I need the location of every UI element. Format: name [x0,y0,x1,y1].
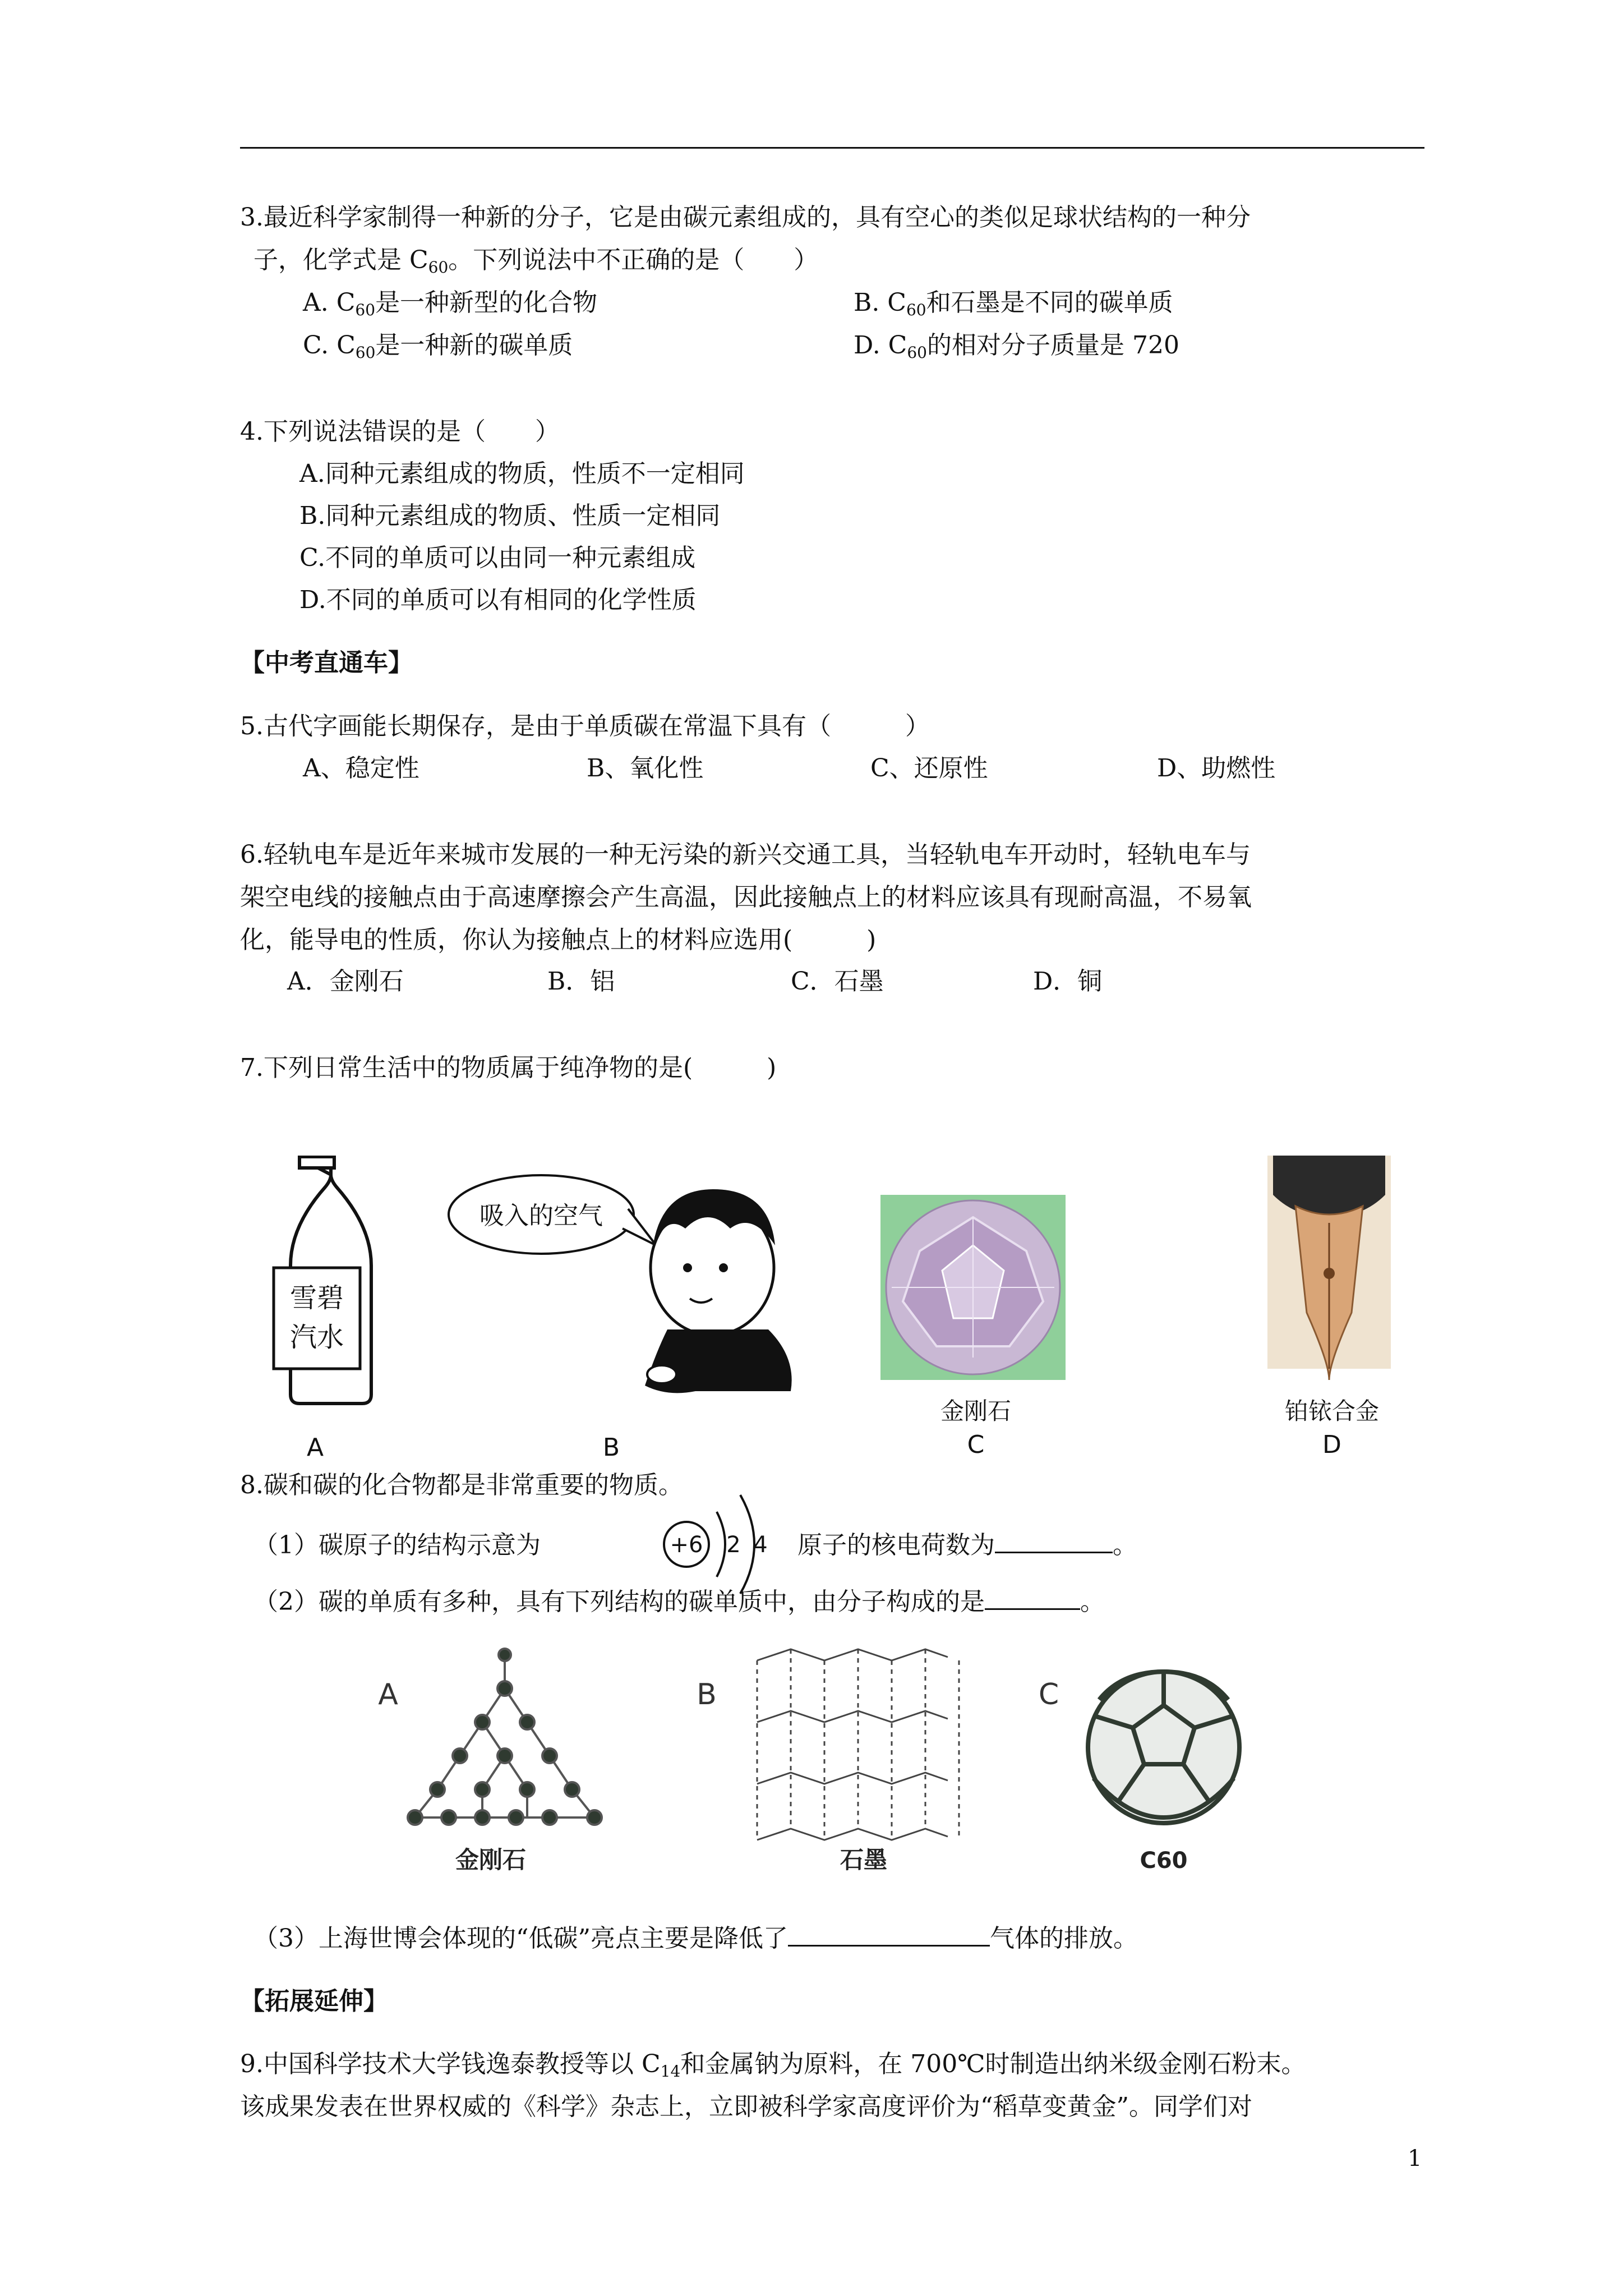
boy-breathing-image [449,1175,792,1393]
page-number: 1 [1408,2146,1422,2171]
carbon-structures-figure [370,1638,1267,1885]
soda-bottle-image [274,1157,371,1404]
shell1-electrons: 2 [726,1532,741,1558]
q6-line3: 化，能导电的性质，你认为接触点上的材料应选用( ) [240,926,877,954]
q9-line2: 该成果发表在世界权威的《科学》杂志上，立即被科学家高度评价为“稻草变黄金”。同学们对 [240,2092,1252,2121]
q8-blank-2[interactable] [985,1586,1080,1610]
q6-line1: 6.轻轨电车是近年来城市发展的一种无污染的新兴交通工具，当轻轨电车开动时，轻轨电车与 [240,840,1251,869]
pen-nib-image [1267,1156,1391,1425]
q4-option-c: C.不同的单质可以由同一种元素组成 [299,544,696,572]
q5-option-b: B、氧化性 [587,754,704,783]
q4-option-a: A.同种元素组成的物质，性质不一定相同 [299,459,745,488]
structure-c-caption: C60 [1140,1848,1188,1874]
q7-figure [264,1156,1408,1470]
q4-option-b: B.同种元素组成的物质、性质一定相同 [299,501,721,530]
q7-label-c: C [967,1430,985,1459]
structure-c-label: C [1038,1678,1059,1711]
structure-b-label: B [697,1678,717,1711]
q7-label-b: B [602,1433,620,1462]
q5-option-a: A、稳定性 [303,754,419,783]
structure-a-caption: 金刚石 [455,1846,527,1874]
q3-line2: 子，化学式是 $C_{60}$。下列说法中不正确的是（ ） [253,246,819,277]
diamond-caption: 金刚石 [940,1397,1012,1425]
q8-part1-text: （1）碳原子的结构示意为 [253,1531,541,1559]
q3-option-d: D. $C_{60}$的相对分子质量是 720 [854,331,1179,362]
q3-option-a: A. $C_{60}$是一种新型的化合物 [303,288,598,319]
bottle-label-line2: 汽水 [289,1322,344,1353]
q5-option-d: D、助燃性 [1157,754,1276,783]
nucleus-charge: +6 [670,1532,703,1558]
q5-stem: 5.古代字画能长期保存，是由于单质碳在常温下具有（ ） [240,712,930,740]
q6-option-d: D．铜 [1033,967,1103,996]
q6-option-c: C．石墨 [791,967,884,996]
shell-arc-2 [740,1495,754,1594]
q8-blank-1[interactable] [995,1529,1113,1553]
structure-a-label: A [378,1678,398,1711]
q4-stem: 4.下列说法错误的是（ ） [240,417,560,446]
graphite-structure [757,1649,959,1840]
q8-stem: 8.碳和碳的化合物都是非常重要的物质。 [240,1471,683,1499]
shell-arc-1 [717,1512,725,1577]
q6-option-b: B．铝 [547,967,615,996]
q5-option-c: C、还原性 [870,754,988,783]
q7-label-d: D [1322,1430,1341,1459]
q7-stem: 7.下列日常生活中的物质属于纯净物的是( ) [240,1053,777,1082]
carbon-atom-diagram [656,1489,791,1602]
speech-bubble-text: 吸入的空气 [479,1202,603,1230]
diamond-image [880,1195,1066,1425]
bottle-label-line1: 雪碧 [289,1282,344,1314]
pen-nib-caption: 铂铱合金 [1284,1397,1380,1425]
structure-b-caption: 石墨 [840,1846,888,1874]
q6-line2: 架空电线的接触点由于高速摩擦会产生高温，因此接触点上的材料应该具有现耐高温，不易氧 [240,883,1252,912]
q8-part2: （2）碳的单质有多种，具有下列结构的碳单质中，由分子构成的是 。 [253,1585,1105,1619]
q3-option-b: B. $C_{60}$和石墨是不同的碳单质 [854,288,1173,319]
q3-option-c: C. $C_{60}$是一种新的碳单质 [303,331,573,362]
q9-line1: 9.中国科学技术大学钱逸泰教授等以 $C_{14}$和金属钠为原料，在 700℃时制造出纳米级金刚石粉末。 [240,2050,1306,2081]
header-rule [240,147,1424,149]
q8-part3: （3）上海世博会体现的“低碳”亮点主要是降低了 气体的排放。 [253,1922,1138,1955]
shell2-electrons: 4 [753,1532,768,1558]
q3-line1: 3.最近科学家制得一种新的分子，它是由碳元素组成的，具有空心的类似足球状结构的一种分 [240,203,1251,232]
diamond-structure [408,1649,602,1825]
q8-part1-answer: 原子的核电荷数为 。 [797,1529,1137,1562]
q4-option-d: D.不同的单质可以有相同的化学性质 [299,586,697,614]
section-heading-zhongkao: 【中考直通车】 [240,648,413,677]
c60-structure [1088,1672,1239,1823]
q6-option-a: A．金刚石 [287,967,404,996]
q7-label-a: A [306,1433,324,1462]
q8-blank-3[interactable] [788,1922,990,1947]
section-heading-tuozhan: 【拓展延伸】 [240,1987,388,2016]
